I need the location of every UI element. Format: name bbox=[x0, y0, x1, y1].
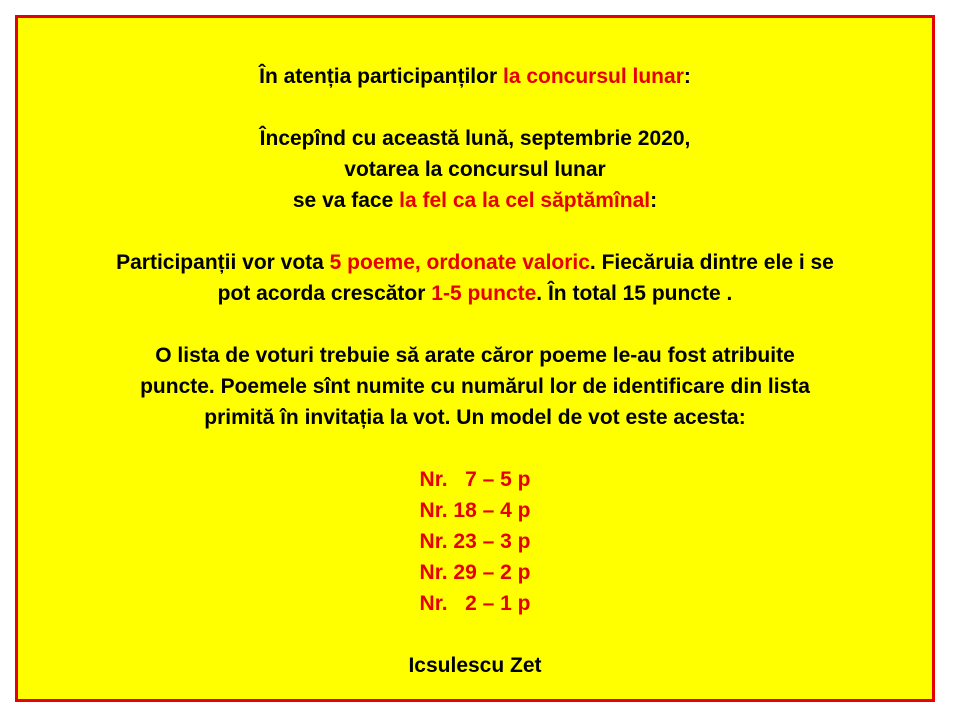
rules-line-2 bbox=[18, 278, 932, 309]
rules-line-2-text: pot acorda crescător bbox=[217, 282, 432, 305]
rules-line-1 bbox=[18, 247, 932, 278]
spacer bbox=[18, 309, 932, 340]
rules-line-1-text: Participanții vor vota bbox=[116, 251, 330, 274]
heading-text: În atenția participanților bbox=[259, 65, 503, 88]
intro-line-2: votarea la concursul lunar bbox=[344, 158, 606, 181]
intro-line-3-text: se va face bbox=[292, 189, 400, 212]
rules-line-1-suffix: . Fiecăruia dintre ele i se bbox=[589, 251, 834, 274]
vote-example-line: Nr. 23 – 3 p bbox=[419, 530, 531, 553]
spacer bbox=[18, 92, 932, 123]
spacer bbox=[18, 433, 932, 464]
intro-line-3-highlight: la fel ca la cel săptămînal bbox=[399, 189, 651, 212]
spacer bbox=[18, 216, 932, 247]
explanation-line-1: O lista de voturi trebuie să arate căror poeme le-au fost atribuite bbox=[155, 344, 795, 367]
rules-line-1-highlight: 5 poeme, ordonate valoric bbox=[329, 251, 590, 274]
intro-line-3 bbox=[18, 185, 932, 216]
vote-example-line: Nr. 7 – 5 p bbox=[419, 468, 531, 491]
vote-example-line: Nr. 2 – 1 p bbox=[419, 592, 531, 615]
vote-example-line: Nr. 29 – 2 p bbox=[419, 561, 531, 584]
explanation-line-3: primită în invitația la vot. Un model de vot este acesta: bbox=[204, 406, 746, 429]
rules-line-2-suffix: . În total 15 puncte . bbox=[536, 282, 733, 305]
rules-line-2-highlight: 1-5 puncte bbox=[431, 282, 537, 305]
notice-heading bbox=[18, 61, 932, 92]
explanation-line-2: puncte. Poemele sînt numite cu numărul lor de identificare din lista bbox=[140, 375, 810, 398]
notice-content bbox=[18, 61, 932, 681]
heading-highlight: la concursul lunar bbox=[502, 65, 684, 88]
spacer bbox=[18, 619, 932, 650]
intro-line-1: Începînd cu această lună, septembrie 2020, bbox=[259, 127, 691, 150]
vote-example-line: Nr. 18 – 4 p bbox=[419, 499, 531, 522]
heading-suffix: : bbox=[683, 65, 691, 88]
signature: Icsulescu Zet bbox=[408, 654, 542, 677]
notice-frame bbox=[15, 15, 935, 702]
intro-line-3-suffix: : bbox=[650, 189, 658, 212]
